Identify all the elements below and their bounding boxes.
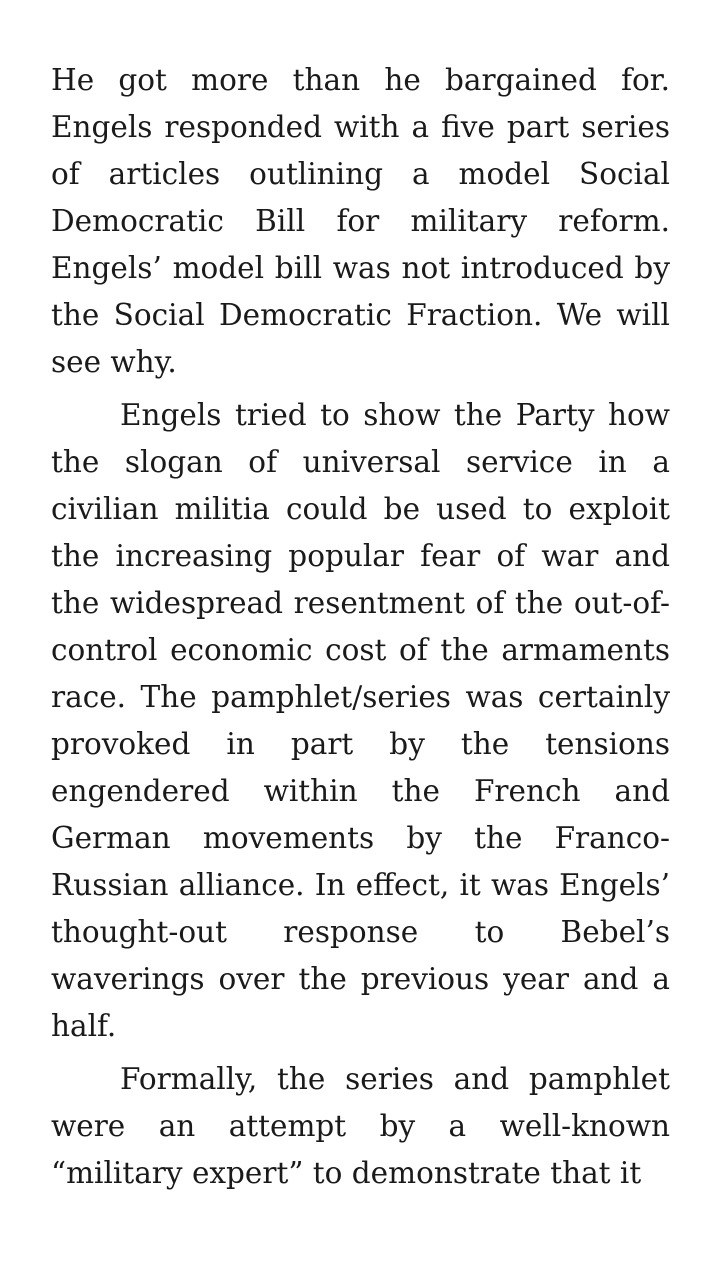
paragraph-3: Formally, the series and pamphlet were an attempt by a well-known “military expert” to demonstrate that it [51, 1062, 670, 1190]
reading-page[interactable] [51, 57, 670, 1237]
paragraph-2: Engels tried to show the Party how the slogan of universal service in a civilian militia could be used to exploit the increasing popular fear of war and the widespread resentment of the out-of-control economic cost of the armaments race. The pamphlet/series was certainly provoked in part by the tensions engendered within the French and German movements by the Franco-Russian alliance. In effect, it was Engels’ thought-out response to Bebel’s waverings over the previous year and a half. [51, 398, 670, 1043]
paragraph-1: He got more than he bargained for. Engels responded with a five part series of articles outlining a model Social Democratic Bill for military reform. Engels’ model bill was not introduced by the Social Democratic Fraction. We will see why. [51, 63, 670, 379]
